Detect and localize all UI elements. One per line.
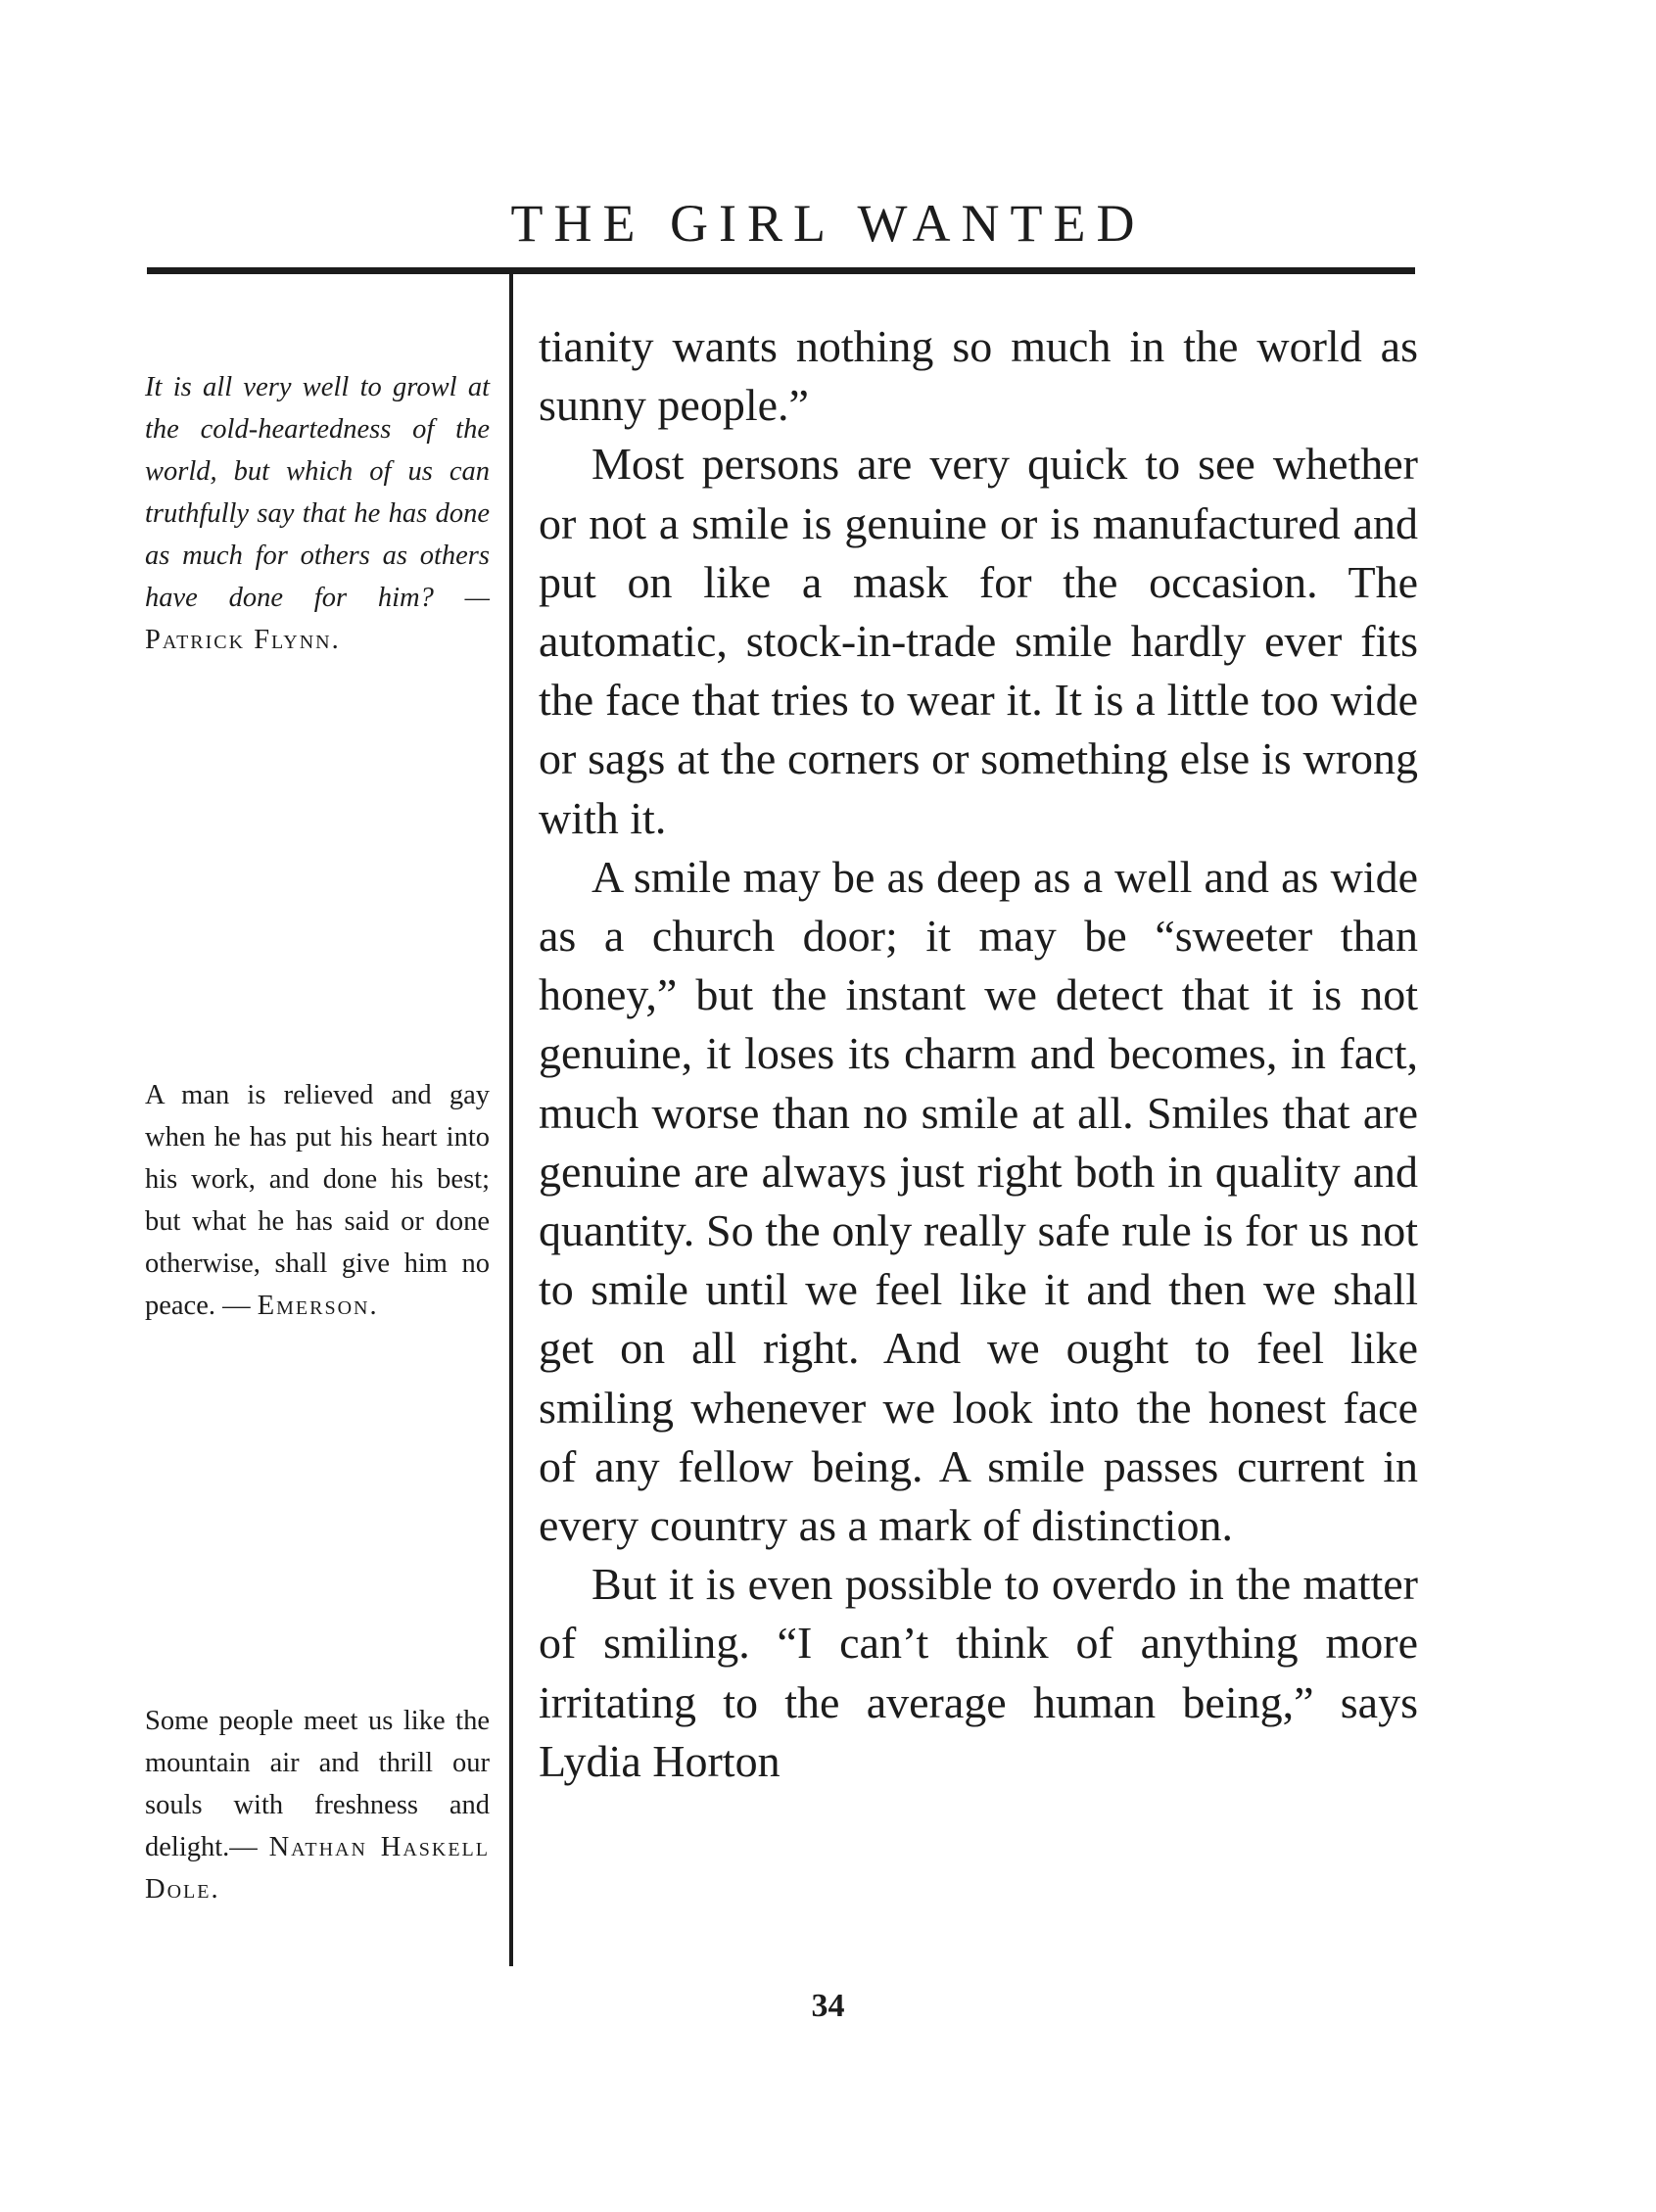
- sidenote-quote-3: [145, 1700, 490, 1910]
- sidenote-quote-1: [145, 366, 490, 661]
- column-divider: [509, 272, 513, 1966]
- running-head: THE GIRL WANTED: [510, 194, 1146, 253]
- body-paragraph: But it is even possible to overdo in the matter of smiling. “I can’t think of anything more irritating to the average human being,” says Lydia Horton: [539, 1559, 1418, 1786]
- sidenote-author: Emerson.: [257, 1291, 379, 1321]
- sidenote-text: Some people meet us like the mountain air and thrill our souls with freshness and delight.—: [145, 1706, 490, 1862]
- body-paragraph: Most persons are very quick to see whether or not a smile is genuine or is manufactured and put on like a mask for the occasion. The automatic, stock-in-trade smile hardly ever fits the face that tries to wear it. It is a little too wide or sags at the corners or something else is wrong with it.: [539, 439, 1418, 843]
- sidenote-text: A man is relieved and gay when he has put his heart into his work, and done his best; but what he has said or done otherwise, shall give him no peace. —: [145, 1080, 490, 1321]
- body-paragraph: A smile may be as deep as a well and as wide as a church door; it may be “sweeter than honey,” but the instant we detect that it is not genuine, it loses its charm and becomes, in fact, much worse than no smile at all. Smiles that are genuine are always just right both in quality and quantity. So the only really safe rule is for us not to smile until we feel like it and then we shall get on all right. And we ought to feel like smiling whenever we look into the honest face of any fellow being. A smile passes current in every country as a mark of distinction.: [539, 851, 1418, 1551]
- sidenote-text: It is all very well to growl at the cold-heartedness of the world, but which of us can truthfully say that he has done as much for others as others have done for him? —: [145, 372, 490, 613]
- header-rule: [147, 267, 1415, 274]
- main-text-column: [539, 317, 1418, 1791]
- body-paragraph: tianity wants nothing so much in the world as sunny people.”: [539, 321, 1418, 431]
- sidenote-author: Patrick Flynn.: [145, 625, 341, 655]
- sidenote-quote-2: [145, 1074, 490, 1327]
- page-number: 34: [811, 1988, 845, 2024]
- sidenote-author: Nathan Haskell Dole.: [145, 1832, 490, 1905]
